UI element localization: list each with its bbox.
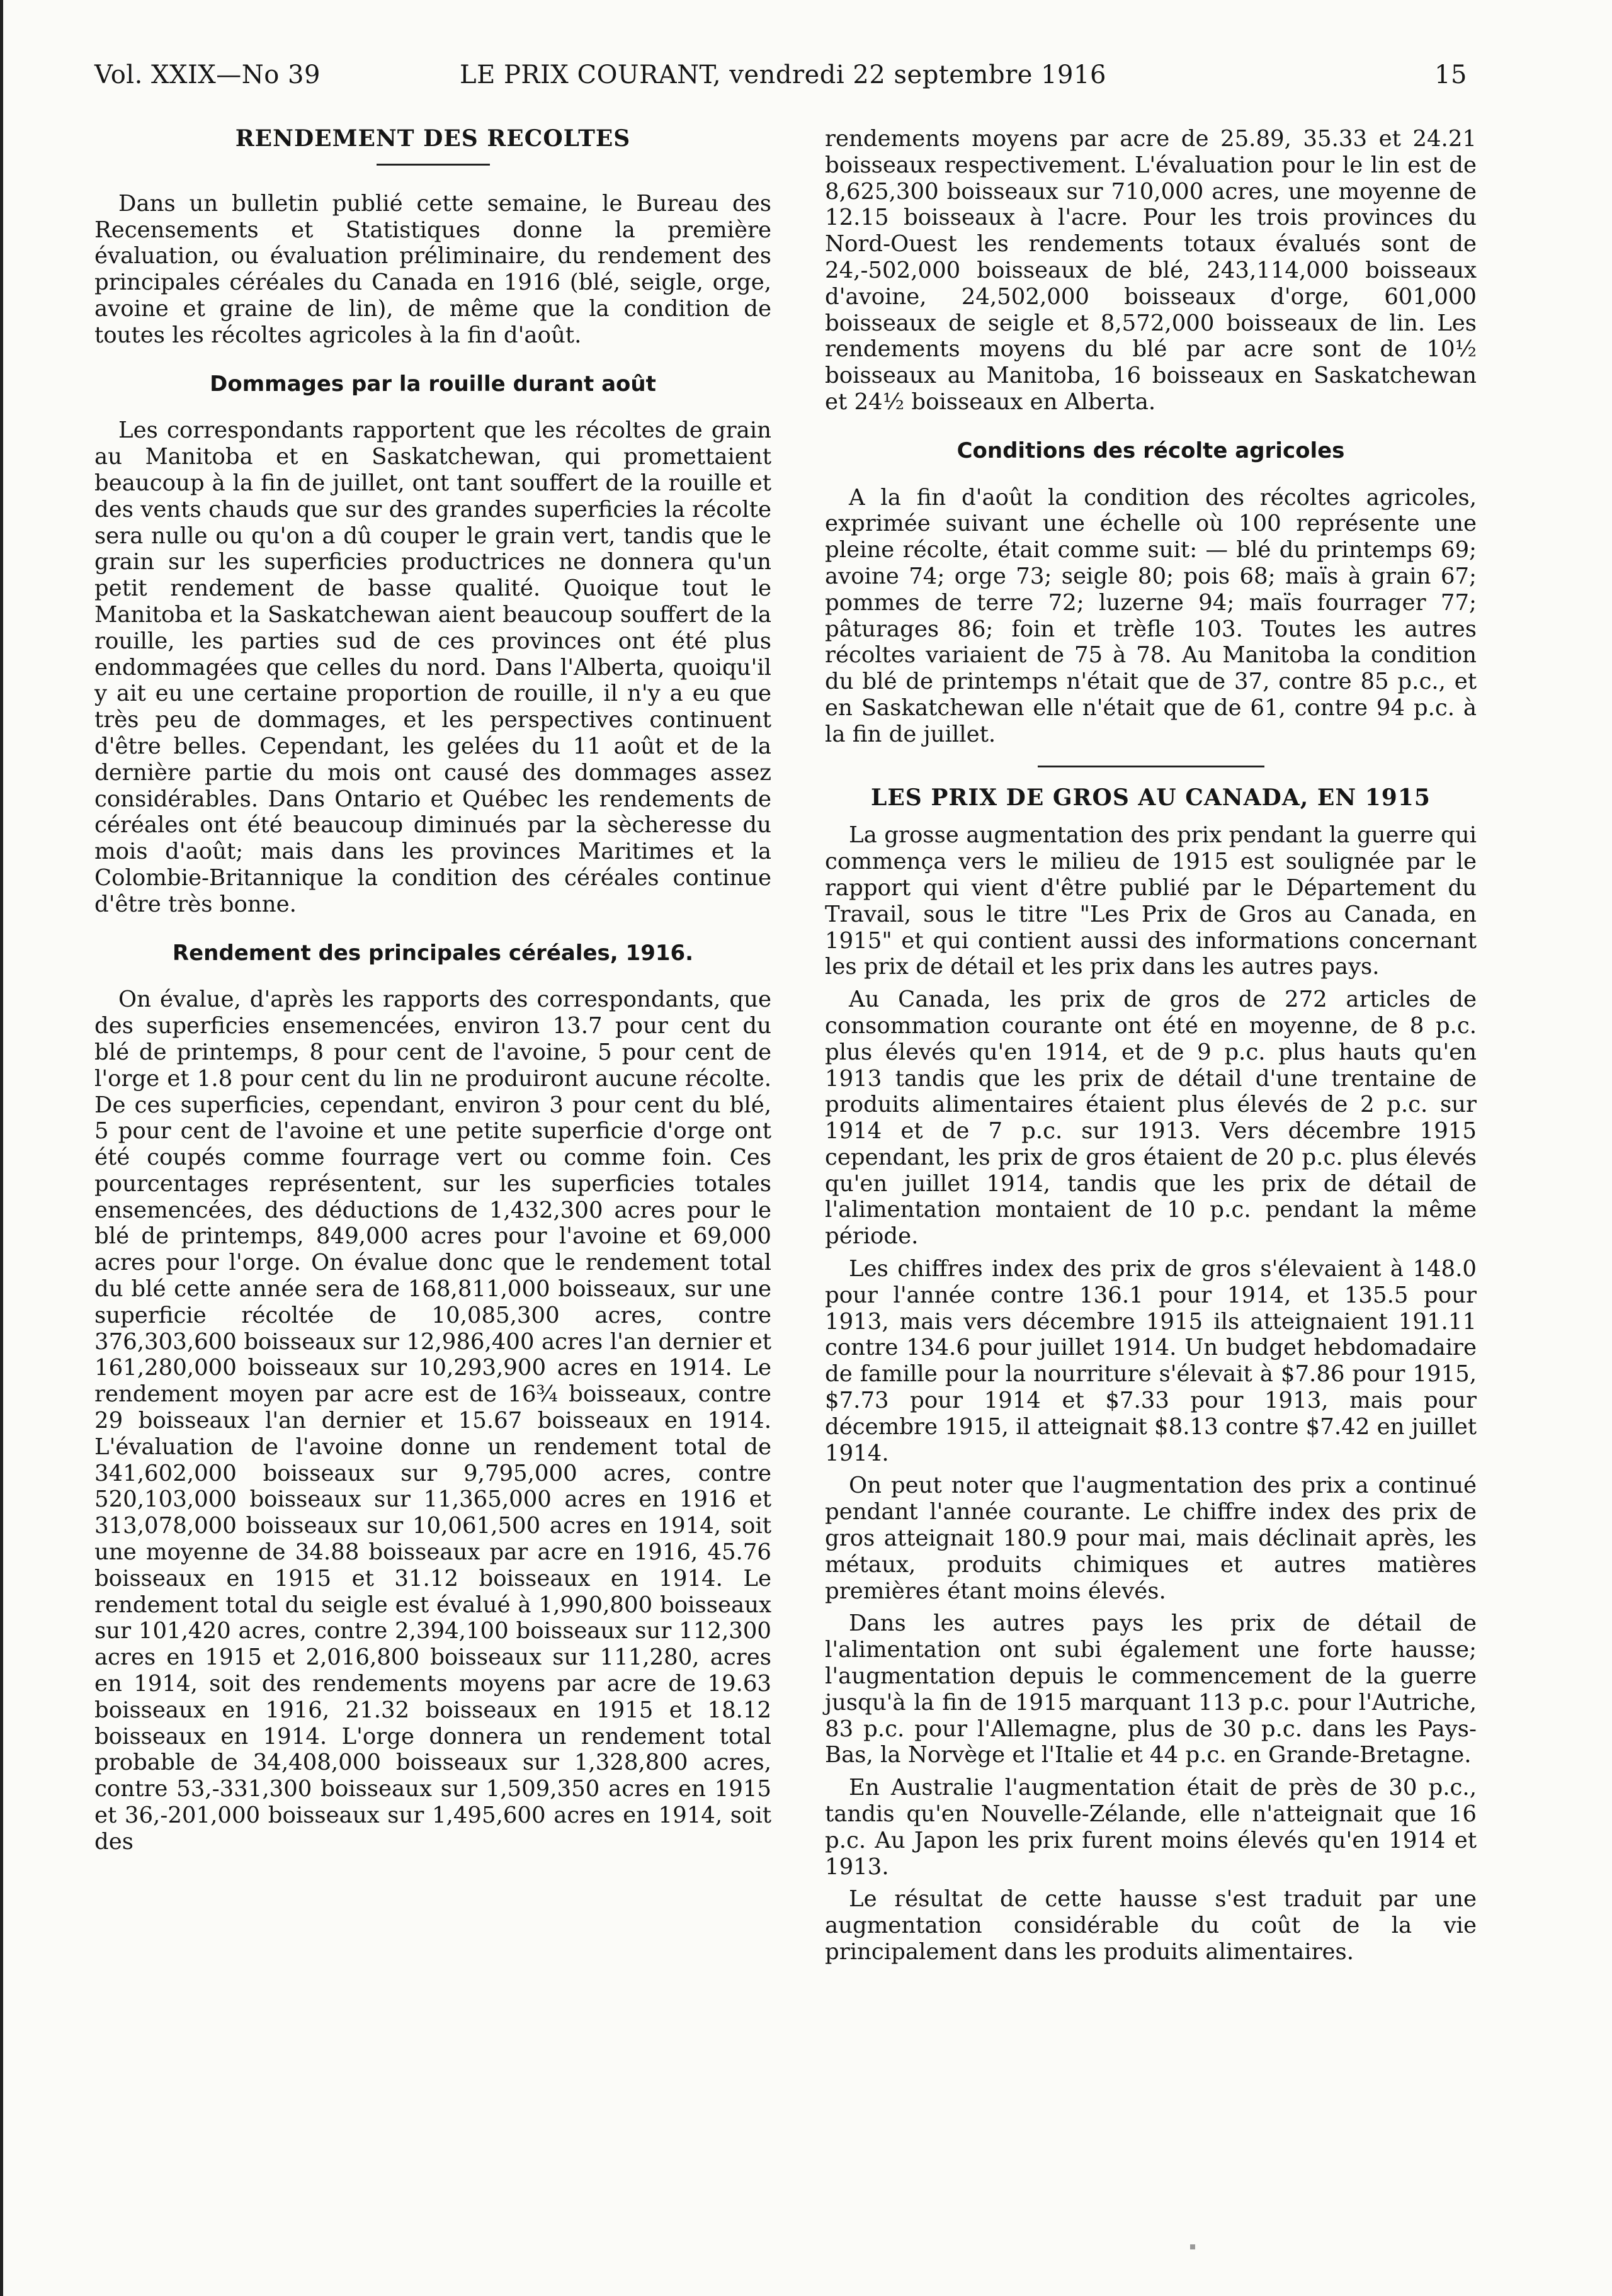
section-paragraph-conditions: A la fin d'août la condition des récoltes agricoles, exprimée suivant une échelle où 100 représente une pleine récolte, était comme suit: — blé du printemps 69; avoine 74; orge 73; seigle 80; pois 68; maïs à grain 67; pommes de terre 72; luzerne 94; maïs fourrager 77; pâturages 86; foin et trèfle 103. Toutes les autres récoltes variaient de 75 à 78. Au Manitoba la condition du blé de printemps n'était que de 37, contre 85 p.c., et en Saskatchewan elle n'était que de 61, contre 94 p.c. à la fin de juillet.: [825, 484, 1477, 747]
article-paragraph: Les chiffres index des prix de gros s'élevaient à 148.0 pour l'année contre 136.1 pour 1914, et 135.5 pour 1913, mais vers décembre 1915 ils atteignaient 191.11 contre 134.6 pour juillet 1914. Un budget hebdomadaire de famille pour la nourriture s'élevait à $7.86 pour 1915, $7.73 pour 1914 et $7.33 pour 1913, mais pour décembre 1915, il atteignait $8.13 contre $7.42 en juillet 1914.: [825, 1256, 1477, 1466]
section-title-dommages: Dommages par la rouille durant août: [210, 371, 656, 397]
continuation-paragraph: rendements moyens par acre de 25.89, 35.33 et 24.21 boisseaux respectivement. L'évaluation pour le lin est de 8,625,300 boisseaux sur 710,000 acres, une moyenne de 12.15 boisseaux à l'acre. Pour les trois provinces du Nord-Ouest les rendements totaux évalués sont de 24,-502,000 boisseaux de blé, 243,114,000 boisseaux d'avoine, 24,502,000 boisseaux d'orge, 601,000 boisseaux de seigle et 8,572,000 boisseaux de lin. Les rendements moyens du blé par acre sont de 10½ boisseaux au Manitoba, 16 boisseaux en Saskatchewan et 24½ boisseaux en Alberta.: [825, 126, 1477, 415]
page-edge: [0, 0, 3, 2296]
right-column: [825, 126, 1477, 1972]
title-rule: [377, 164, 490, 166]
article-paragraph: Le résultat de cette hausse s'est traduit par une augmentation considérable du coût de la vie principalement dans les produits alimentaires.: [825, 1886, 1477, 1965]
article-title-prix-de-gros: LES PRIX DE GROS AU CANADA, EN 1915: [871, 784, 1431, 811]
article-title-rendement: RENDEMENT DES RECOLTES: [235, 125, 631, 152]
print-speck: [1190, 2244, 1195, 2249]
running-header: [94, 60, 1467, 98]
section-paragraph-rendement-cereales: On évalue, d'après les rapports des correspondants, que des superficies ensemencées, environ 13.7 pour cent du blé de printemps, 8 pour cent de l'avoine, 5 pour cent de l'orge et 1.8 pour cent du lin ne produiront aucune récolte. De ces superficies, cependant, environ 3 pour cent du blé, 5 pour cent de l'avoine et une petite superficie d'orge ont été coupés comme fourrage vert ou comme foin. Ces pourcentages représentent, sur les superficies totales ensemencées, des déductions de 1,432,300 acres pour le blé de printemps, 849,000 acres pour l'avoine et 69,000 acres pour l'orge. On évalue donc que le rendement total du blé cette année sera de 168,811,000 boisseaux, sur une superficie récoltée de 10,085,300 acres, contre 376,303,600 boisseaux sur 12,986,400 acres l'an dernier et 161,280,000 boisseaux sur 10,293,900 acres en 1914. Le rendement moyen par acre est de 16¾ boisseaux, contre 29 boisseaux l'an dernier et 15.67 boisseaux en 1914. L'évaluation de l'avoine donne un rendement total de 341,602,000 boisseaux sur 9,795,000 acres, contre 520,103,000 boisseaux sur 11,365,000 acres en 1916 et 313,078,000 boisseaux sur 10,061,500 acres en 1914, soit une moyenne de 34.88 boisseaux par acre en 1916, 45.76 boisseaux en 1915 et 31.12 boisseaux en 1914. Le rendement total du seigle est évalué à 1,990,800 boisseaux sur 101,420 acres, contre 2,394,100 boisseaux sur 112,300 acres en 1915 et 2,016,800 boisseaux sur 111,280, acres en 1914, soit des rendements moyens par acre de 19.63 boisseaux en 1916, 21.32 boisseaux en 1915 et 18.12 boisseaux en 1914. L'orge donnera un rendement total probable de 34,408,000 boisseaux sur 1,328,800 acres, contre 53,-331,300 boisseaux sur 1,509,350 acres en 1915 et 36,-201,000 boisseaux sur 1,495,600 acres en 1914, soit des: [94, 987, 771, 1855]
volume-number: Vol. XXIX—No 39: [94, 60, 321, 89]
intro-paragraph: Dans un bulletin publié cette semaine, le Bureau des Recensements et Statistiques donne la première évaluation, ou évaluation préliminaire, du rendement des principales céréales du Canada en 1916 (blé, seigle, orge, avoine et graine de lin), de même que la condition de toutes les récoltes agricoles à la fin d'août.: [94, 190, 771, 348]
section-title-rendement-cereales: Rendement des principales céréales, 1916.: [172, 940, 694, 966]
article-paragraph: La grosse augmentation des prix pendant la guerre qui commença vers le milieu de 1915 est soulignée par le rapport qui vient d'être publié par le Département du Travail, sous le titre "Les Prix de Gros au Canada, en 1915" et qui contient aussi des informations concernant les prix de détail et les prix dans les autres pays.: [825, 822, 1477, 980]
masthead: LE PRIX COURANT, vendredi 22 septembre 1916: [460, 60, 1106, 89]
article-paragraph: Dans les autres pays les prix de détail de l'alimentation ont subi également une forte hausse; l'augmentation depuis le commencement de la guerre jusqu'à la fin de 1915 marquant 113 p.c. pour l'Autriche, 83 p.c. pour l'Allemagne, plus de 30 p.c. dans les Pays-Bas, la Norvège et l'Italie et 44 p.c. en Grande-Bretagne.: [825, 1610, 1477, 1768]
article-separator-rule: [1038, 766, 1264, 767]
section-title-conditions: Conditions des récolte agricoles: [956, 438, 1345, 463]
left-column: [94, 126, 771, 1862]
article-paragraph: On peut noter que l'augmentation des prix a continué pendant l'année courante. Le chiffre index des prix de gros atteignait 180.9 pour mai, mais déclinait après, les métaux, produits chimiques et autres matières premières étant moins élevés.: [825, 1473, 1477, 1604]
article-paragraph: En Australie l'augmentation était de près de 30 p.c., tandis qu'en Nouvelle-Zélande, elle n'atteignait que 16 p.c. Au Japon les prix furent moins élevés qu'en 1914 et 1913.: [825, 1775, 1477, 1880]
article-paragraph: Au Canada, les prix de gros de 272 articles de consommation courante ont été en moyenne, de 8 p.c. plus élevés qu'en 1914, et de 9 p.c. plus hauts qu'en 1913 tandis que les prix de détail d'une trentaine de produits alimentaires étaient plus élevés de 2 p.c. sur 1914 et de 7 p.c. sur 1913. Vers décembre 1915 cependant, les prix de gros étaient de 20 p.c. plus élevés qu'en juillet 1914, tandis que les prix de détail de l'alimentation montaient de 10 p.c. pendant la même période.: [825, 987, 1477, 1250]
page-number: 15: [1434, 60, 1467, 89]
section-paragraph-dommages: Les correspondants rapportent que les récoltes de grain au Manitoba et en Saskatchewan, qui promettaient beaucoup à la fin de juillet, ont tant souffert de la rouille et des vents chauds que sur des grandes superficies la récolte sera nulle ou qu'on a dû couper le grain vert, tandis que le grain sur les superficies productrices ne donnera qu'un petit rendement de basse qualité. Quoique tout le Manitoba et la Saskatchewan aient beaucoup souffert de la rouille, les parties sud de ces provinces ont été plus endommagées que celles du nord. Dans l'Alberta, quoiqu'il y ait eu une certaine proportion de rouille, il n'y a eu que très peu de dommages, et les perspectives continuent d'être belles. Cependant, les gelées du 11 août et de la dernière partie du mois ont causé des dommages assez considérables. Dans Ontario et Québec les rendements de céréales ont été beaucoup diminués par la sècheresse du mois d'août; mais dans les provinces Maritimes et la Colombie-Britannique la condition des céréales continue d'être très bonne.: [94, 417, 771, 917]
